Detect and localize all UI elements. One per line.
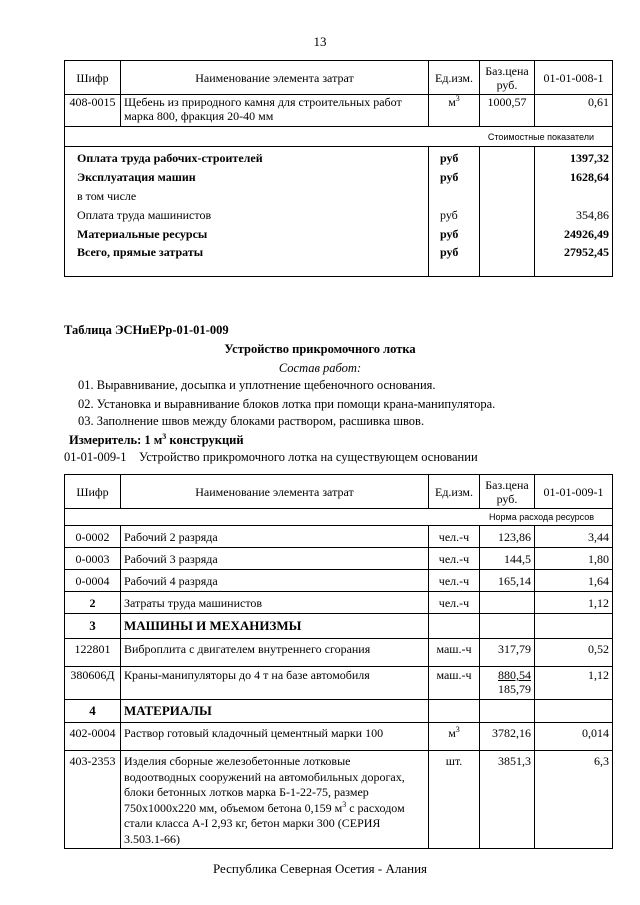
cell-code: 408-0015 [65, 95, 121, 127]
cost-value: 27952,45 [564, 245, 609, 259]
meter-label: Измеритель: 1 $м^3$ конструкций [69, 431, 244, 447]
group-header: 4 МАТЕРИАЛЫ [65, 700, 613, 723]
table-title: Таблица ЭСНиЕРр-01-01-009 [64, 323, 229, 337]
item-name: Устройство прикромочного лотка на существующем основании [139, 450, 478, 464]
cost-unit: руб [440, 227, 459, 241]
section-heading: Устройство прикромочного лотка [224, 342, 416, 356]
work-item: 01. Выравнивание, досыпка и уплотнение щебеночного основания. [78, 378, 436, 392]
header-code: Шифр [65, 475, 121, 509]
cost-unit: руб [440, 208, 458, 222]
cost-name: Эксплуатация машин [77, 170, 196, 184]
header-code: Шифр [65, 61, 121, 95]
group-header: 3 МАШИНЫ И МЕХАНИЗМЫ [65, 614, 613, 639]
table-row: 403-2353 Изделия сборные железобетонные лотковые водоотводных сооружений на автомобильных дорогах, блоки бетонных лотков марка Б-1-22-75, размер 750x1000x220 мм, объемом бетона 0,159 $м^3$ с расходом стали класса А-I 2,93 кг, бетон марки 300 (СЕРИЯ 3.503.1-66) шт. 3851,3 6,3 [65, 751, 613, 849]
section-label: Норма расхода ресурсов [65, 509, 613, 526]
cost-value: 354,86 [576, 208, 609, 222]
page-footer: Республика Северная Осетия - Алания [212, 861, 428, 876]
header-unit: Ед.изм. [429, 475, 480, 509]
cost-unit: руб [440, 245, 459, 259]
header-name: Наименование элемента затрат [121, 61, 429, 95]
header-norm: 01-01-009-1 [535, 475, 613, 509]
cost-name: Оплата труда рабочих-строителей [77, 151, 263, 165]
works-title: Состав работ: [278, 361, 362, 375]
cell-unit: $м^3$ [429, 95, 480, 127]
item-code: 01-01-009-1 [64, 450, 127, 464]
work-item: 03. Заполнение швов между блоками раствором, расшивка швов. [78, 414, 425, 428]
resource-table-1 [64, 60, 613, 277]
section-label: Стоимостные показатели [65, 127, 613, 147]
cell-name: Щебень из природного камня для строительных работ марка 800, фракция 20-40 мм [121, 95, 429, 127]
table-row [65, 95, 613, 127]
table-row: 0-0003 Рабочий 3 разряда чел.-ч 144,5 1,80 [65, 548, 613, 570]
cost-unit: руб [440, 170, 459, 184]
cell-value: 0,61 [535, 95, 613, 127]
table-row: 122801 Виброплита с двигателем внутреннего сгорания маш.-ч 317,79 0,52 [65, 639, 613, 667]
cost-summary [65, 147, 613, 277]
table-row: 2 Затраты труда машинистов чел.-ч 1,12 [65, 592, 613, 614]
cost-name: Оплата труда машинистов [77, 208, 212, 222]
cost-name: в том числе [77, 189, 137, 203]
header-unit: Ед.изм. [429, 61, 480, 95]
page-number: 13 [313, 34, 327, 49]
cost-value: 1397,32 [570, 151, 609, 165]
table-row: 402-0004 Раствор готовый кладочный цементный марки 100 $м^3$ 3782,16 0,014 [65, 723, 613, 751]
header-name: Наименование элемента затрат [121, 475, 429, 509]
cell-price: 1000,57 [480, 95, 535, 127]
cost-unit: руб [440, 151, 459, 165]
cost-name: Материальные ресурсы [77, 227, 208, 241]
resource-table-2 [64, 474, 613, 849]
table-row: 380606Д Краны-манипуляторы до 4 т на базе автомобиля маш.-ч 880,54 185,79 1,12 [65, 667, 613, 700]
header-norm: 01-01-008-1 [535, 61, 613, 95]
work-item: 02. Установка и выравнивание блоков лотка при помощи крана-манипулятора. [78, 397, 496, 411]
cost-name: Всего, прямые затраты [77, 245, 204, 259]
table-row: 0-0002 Рабочий 2 разряда чел.-ч 123,86 3,44 [65, 526, 613, 548]
header-price: Баз.цена руб. [480, 475, 535, 509]
header-price: Баз.цена руб. [480, 61, 535, 95]
cost-value: 24926,49 [564, 227, 609, 241]
table-row: 0-0004 Рабочий 4 разряда чел.-ч 165,14 1,64 [65, 570, 613, 592]
cost-value: 1628,64 [570, 170, 609, 184]
